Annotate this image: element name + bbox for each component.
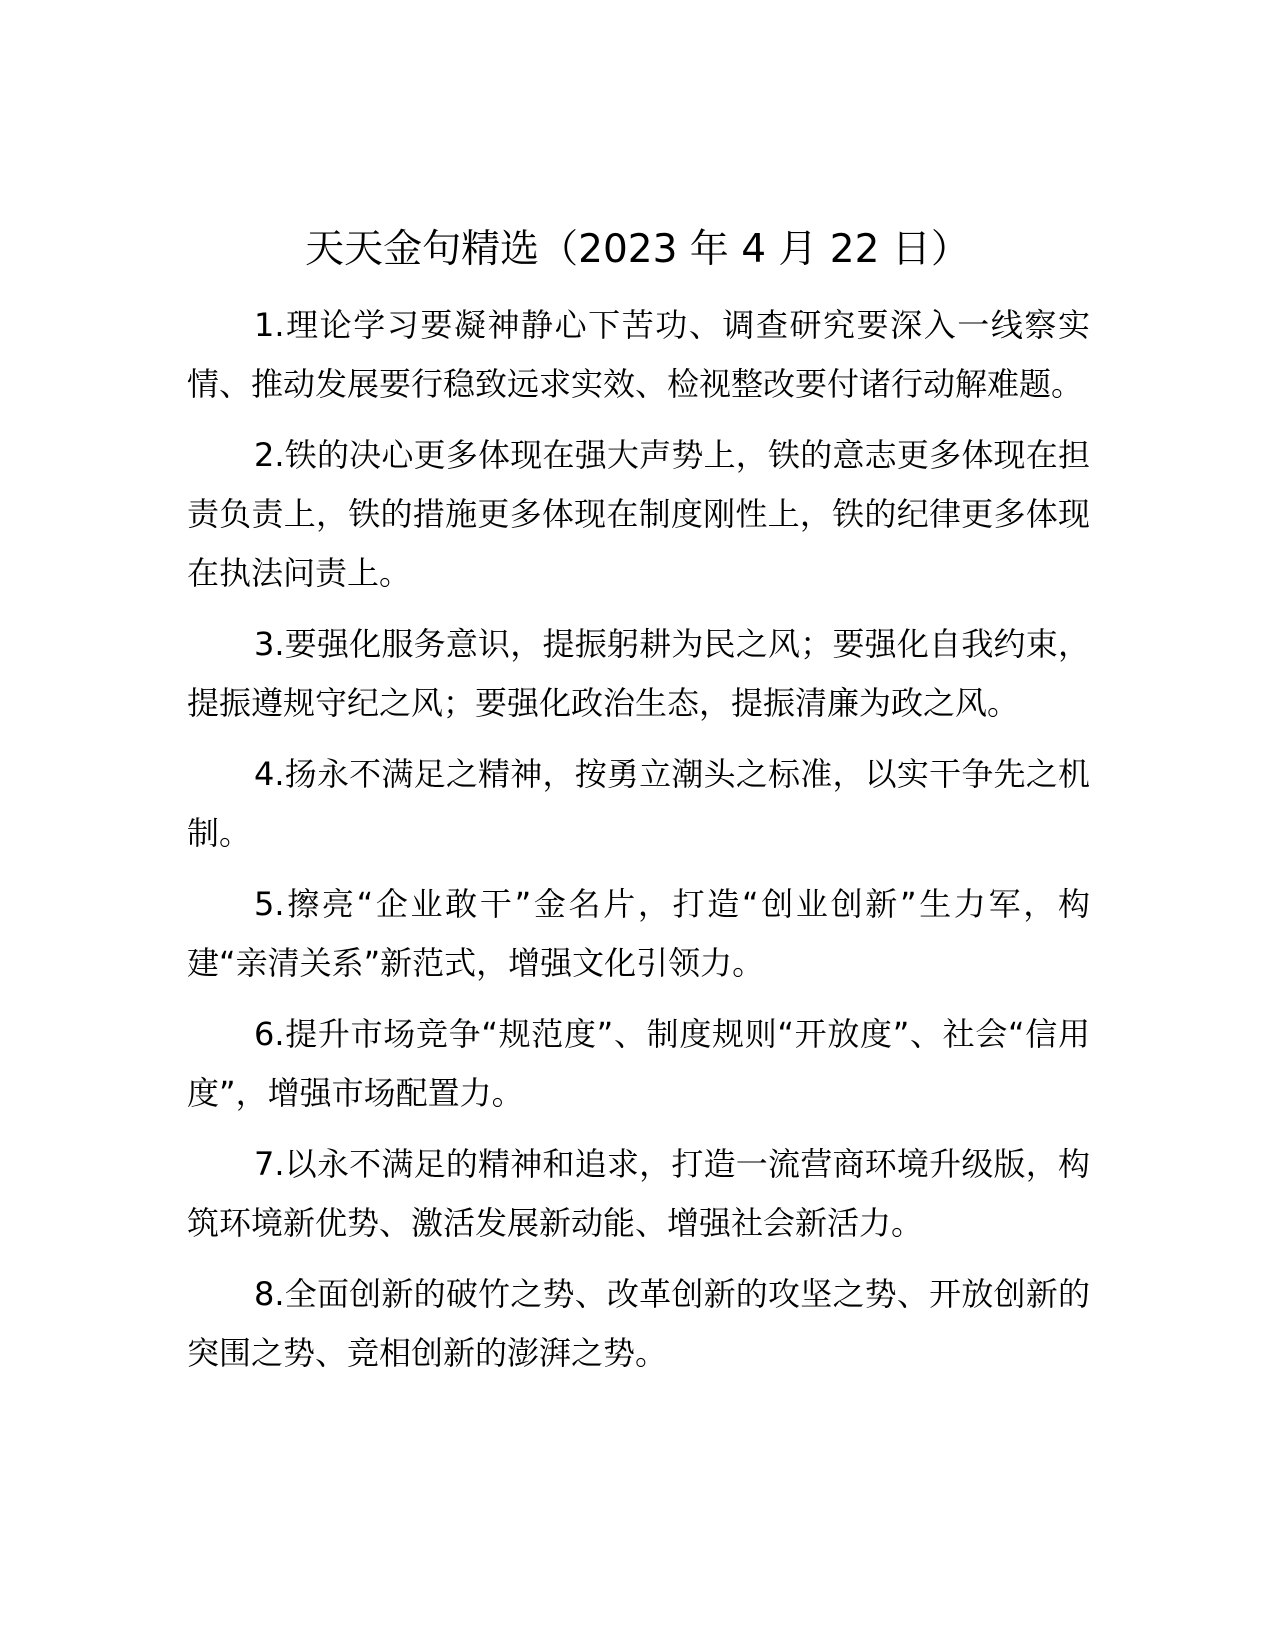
quote-paragraph-8: 8.全面创新的破竹之势、改革创新的攻坚之势、开放创新的突围之势、竞相创新的澎湃之势。 xyxy=(187,1275,1090,1372)
quote-paragraph-3: 3.要强化服务意识，提振躬耕为民之风；要强化自我约束，提振遵规守纪之风；要强化政治生态，提振清廉为政之风。 xyxy=(187,625,1090,722)
document-body xyxy=(187,296,1090,1395)
quote-paragraph-4: 4.扬永不满足之精神，按勇立潮头之标准，以实干争先之机制。 xyxy=(187,755,1090,852)
quote-paragraph-7: 7.以永不满足的精神和追求，打造一流营商环境升级版，构筑环境新优势、激活发展新动能、增强社会新活力。 xyxy=(187,1145,1090,1242)
quote-paragraph-1: 1.理论学习要凝神静心下苦功、调查研究要深入一线察实情、推动发展要行稳致远求实效、检视整改要付诸行动解难题。 xyxy=(187,306,1090,403)
document-title: 天天金句精选（2023 年 4 月 22 日） xyxy=(305,227,970,272)
quote-paragraph-6: 6.提升市场竞争“规范度”、制度规则“开放度”、社会“信用度”，增强市场配置力。 xyxy=(187,1015,1090,1112)
quote-paragraph-5: 5.擦亮“企业敢干”金名片，打造“创业创新”生力军，构建“亲清关系”新范式，增强文化引领力。 xyxy=(187,885,1090,982)
quote-paragraph-2: 2.铁的决心更多体现在强大声势上，铁的意志更多体现在担责负责上，铁的措施更多体现在制度刚性上，铁的纪律更多体现在执法问责上。 xyxy=(187,436,1090,592)
